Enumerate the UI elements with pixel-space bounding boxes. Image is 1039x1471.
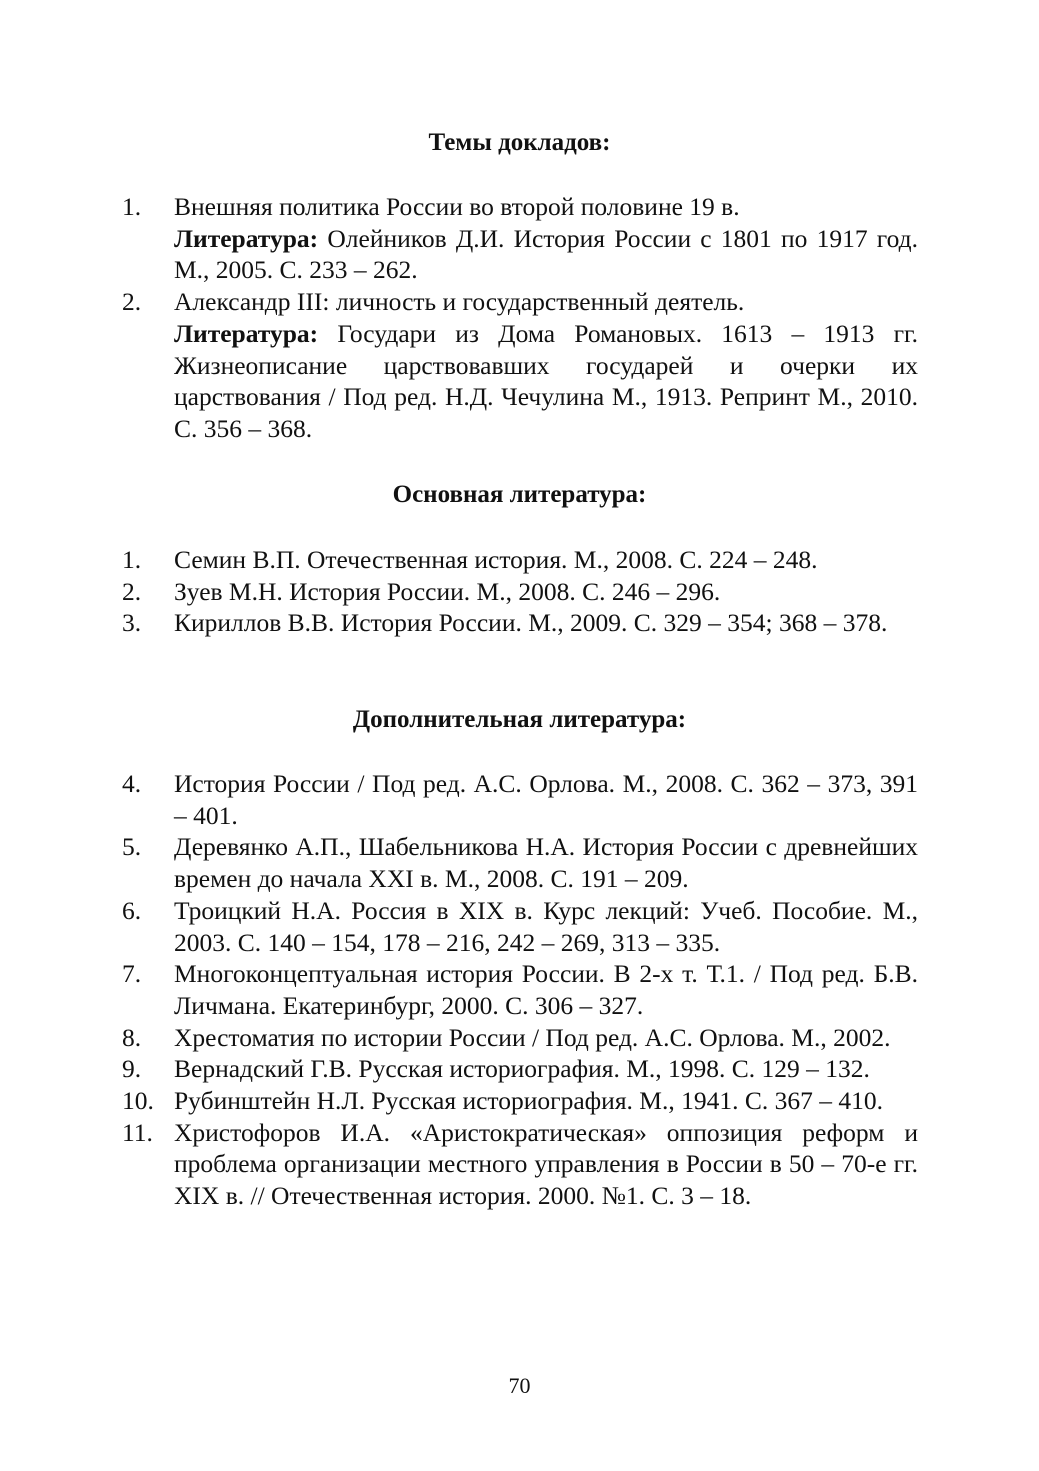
additional-literature-heading: Дополнительная литература:	[352, 706, 687, 733]
list-item	[122, 607, 918, 639]
literature-text: Олейников Д.И. История России с 1801 по 1917 год. М., 2005. С. 233 – 262.	[174, 223, 918, 285]
list-item	[122, 1053, 918, 1085]
list-item	[122, 576, 918, 608]
item-number: 9.	[122, 1054, 142, 1084]
item-number: 1.	[122, 192, 142, 221]
literature-text: Государи из Дома Романовых. 1613 – 1913 гг. Жизнеописание царствовавших государей и очерки их царствования / Под ред. Н.Д. Чечулина М., 1913. Репринт М., 2010. С. 356 – 368.	[174, 318, 918, 443]
item-number: 3.	[122, 608, 142, 638]
item-text: Христофоров И.А. «Аристократическая» оппозиция реформ и проблема организации местного управления в России в 50 – 70-е гг. XIX в. // Отечественная история. 2000. №1. С. 3 – 18.	[174, 1117, 918, 1211]
item-number: 5.	[122, 832, 142, 862]
item-number: 4.	[122, 769, 142, 798]
topic-text: Александр III: личность и государственный деятель.	[174, 287, 745, 317]
topic-text: Внешняя политика России во второй половине 19 в.	[174, 192, 740, 221]
item-text: Многоконцептуальная история России. В 2-х т. Т.1. / Под ред. Б.В. Личмана. Екатеринбург, 2000. С. 306 – 327.	[174, 959, 918, 1020]
list-item	[122, 768, 918, 831]
item-number: 1.	[122, 545, 142, 574]
item-number: 8.	[122, 1022, 142, 1052]
item-text: Деревянко А.П., Шабельникова Н.А. История России с древнейших времен до начала XXI в. М., 2008. С. 191 – 209.	[174, 832, 918, 894]
list-item	[122, 544, 918, 576]
list-item	[122, 1117, 918, 1212]
item-number: 7.	[122, 959, 142, 989]
topics-heading: Темы докладов:	[428, 129, 611, 156]
item-number: 2.	[122, 287, 142, 317]
item-number: 2.	[122, 576, 142, 606]
literature-label: Литература:	[174, 318, 319, 348]
item-number: 10.	[122, 1086, 154, 1116]
list-item	[122, 958, 918, 1021]
list-item	[122, 831, 918, 894]
topics-list	[122, 191, 918, 445]
item-number: 11.	[122, 1117, 153, 1147]
main-literature-list	[122, 544, 918, 639]
item-text: Кириллов В.В. История России. М., 2009. С. 329 – 354; 368 – 378.	[174, 608, 888, 638]
list-item	[122, 895, 918, 958]
topic-item	[122, 191, 918, 286]
item-text: Вернадский Г.В. Русская историография. М., 1998. С. 129 – 132.	[174, 1054, 870, 1084]
item-text: Зуев М.Н. История России. М., 2008. С. 246 – 296.	[174, 576, 721, 606]
page-number: 70	[508, 1373, 531, 1398]
item-text: Троицкий Н.А. Россия в XIX в. Курс лекций: Учеб. Пособие. М., 2003. С. 140 – 154, 178 – 216, 242 – 269, 313 – 335.	[174, 895, 918, 957]
literature-label: Литература:	[174, 223, 319, 253]
item-text: История России / Под ред. А.С. Орлова. М., 2008. С. 362 – 373, 391 – 401.	[174, 769, 918, 830]
list-item	[122, 1085, 918, 1117]
main-literature-heading: Основная литература:	[392, 481, 647, 508]
topic-item	[122, 286, 918, 445]
additional-literature-list	[122, 768, 918, 1212]
item-number: 6.	[122, 895, 142, 925]
item-text: Рубинштейн Н.Л. Русская историография. М., 1941. С. 367 – 410.	[174, 1086, 883, 1116]
item-text: Хрестоматия по истории России / Под ред. А.С. Орлова. М., 2002.	[174, 1022, 891, 1052]
item-text: Семин В.П. Отечественная история. М., 2008. С. 224 – 248.	[174, 545, 818, 574]
list-item	[122, 1022, 918, 1054]
